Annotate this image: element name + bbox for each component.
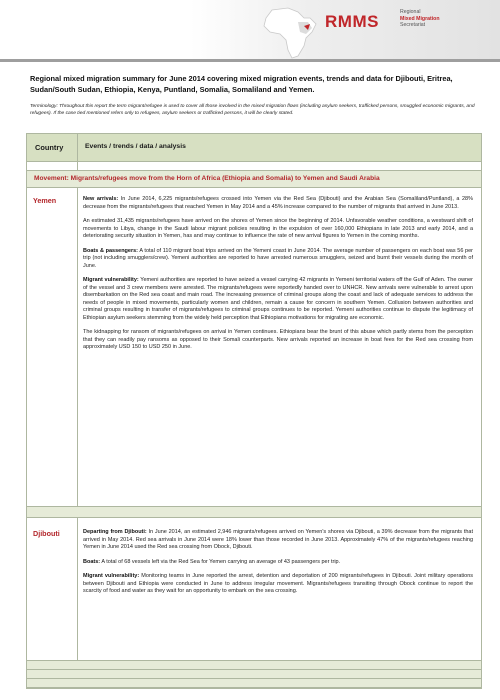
header-divider <box>0 59 500 62</box>
paragraph-text: Yemeni authorities are reported to have seized a vessel carrying 42 migrants in Yemeni territorial waters off the Gulf of Aden. The owner of the vessel and 3 crew members were arrested. The migrants/refugees were reportedly handed over to UNHCR. New arrivals were vulnerable to arrest upon disembarkation on the Red sea coast and main road. The increasing presence of criminal groups along the coast and lack of adequate services to address the needs of people in mixed movements, particularly women and children, remain a cause for concern in southern Yemen. Collusion between authorities and criminal groups resulting in transfer of migrants/refugees to criminal groups continues to be reported. Yemeni authorities continue to dispute the legitimacy of Ethiopian asylum seekers stemming from the widely held perception that Ethiopians motivations for migrating are economic. <box>83 277 473 321</box>
paragraph-text: An estimated 31,435 migrants/refugees have arrived on the shores of Yemen since the beginning of 2014. Unfavorable weather conditions, a westward shift of movements to Libya, change in the Saudi labour migrant policies resulting in the expulsion of over 160,000 Ethiopians in late 2013 and early 2014, and a deteriorating security situation in Yemen, has and may continue to influence the rate of new arrival figures to Yemen in the coming months. <box>83 218 473 239</box>
country-label-yemen: Yemen <box>33 196 57 205</box>
country-label-djibouti: Djibouti <box>33 529 60 538</box>
movement-band <box>27 171 481 188</box>
paragraph <box>83 196 473 211</box>
paragraph-lead: Boats: <box>83 558 101 565</box>
events-cell-yemen <box>83 196 473 359</box>
summary-table <box>26 133 482 689</box>
column-divider <box>77 134 78 161</box>
paragraph-lead: Boats & passengers: <box>83 247 139 254</box>
logo-sub-line3: Secretariat <box>400 22 426 28</box>
paragraph-lead: Migrant vulnerability: <box>83 277 139 283</box>
spacer-row <box>27 161 481 171</box>
logo-sub-line2: Mixed Migration <box>400 15 440 22</box>
paragraph-lead: Migrant vulnerability: <box>83 573 140 579</box>
paragraph-text: A total of 110 migrant boat trips arrived on the Yemeni coast in June 2014. The average number of passengers on each boat was 56 per trip (not including smugglers/crew). Yemeni authorities are reported to have arrested numerous smugglers, seized and burnt their vessels during the month of June. <box>83 247 474 269</box>
paragraph <box>83 329 473 352</box>
paragraph <box>83 218 473 241</box>
logo-text: RMMS <box>325 12 379 31</box>
events-cell-djibouti <box>83 529 473 603</box>
paragraph <box>83 559 473 567</box>
logo-subtitle <box>400 9 480 29</box>
terminology-note: Terminology: Throughout this report the term migrant/refugee is used to cover all those involved in the mixed migration flows (including asylum seekers, trafficked persons, smuggled economic migrants, and refugees). If the case tied mentioned refers only to refugees, asylum seekers or trafficked persons, it will be clearly stated. <box>30 104 475 116</box>
separator-row <box>27 506 481 518</box>
paragraph <box>83 277 473 322</box>
paragraph-lead: New arrivals: <box>83 196 119 202</box>
paragraph <box>83 573 473 596</box>
separator-row <box>27 660 481 670</box>
paragraph-text: In June 2014, an estimated 2,946 migrants/refugees arrived on Yemen's shores via Djibouti, a 39% decrease from the migrants that arrived in May 2014. Red sea arrivals in June 2014 were 18% lower than those recorded in June 2013. Approximately 47% of the migrants/refugees reaching Yemen in June 2014 used the Red sea crossing from Obock, Djibouti. <box>83 529 473 550</box>
logo-sub-line1: Regional <box>400 9 421 15</box>
table-header-row <box>27 134 481 162</box>
paragraph-lead: Departing from Djibouti: <box>83 529 147 535</box>
paragraph-text: Monitoring teams in June reported the arrest, detention and deportation of 200 migrants/refugees in Djibouti. Joint military operations between Djibouti and Ethiopia were conducted in June to address irregular movement. Migrants/refugees transiting through Obock continue to report the scarcity of food and water as they wait for an opportunity to embark on the sea crossing. <box>83 573 473 594</box>
column-divider <box>77 518 78 660</box>
africa-map-icon <box>258 6 322 60</box>
column-header-events: Events / trends / data / analysis <box>85 143 186 150</box>
movement-band-label: Movement: Migrants/refugees move from the Horn of Africa (Ethiopia and Somalia) to Yemen and Saudi Arabia <box>34 175 380 182</box>
separator-row <box>27 679 481 688</box>
paragraph <box>83 529 473 552</box>
paragraph-text: The kidnapping for ransom of migrants/refugees on arrival in Yemen continues. Ethiopians bear the brunt of this abuse which partly stems from the perception that they can readily pay ransoms as opposed to their Somali counterparts. New arrivals reported an increase in boat fees for the Red sea crossing from approximately USD 150 to USD 250 in June. <box>83 329 473 350</box>
separator-row <box>27 670 481 679</box>
paragraph-text: In June 2014, 6,225 migrants/refugees crossed into Yemen via the Red Sea (Djibouti) and the Arabian Sea (Somaliland/Puntland), a 28% decrease from the migrants/refugees that reached Yemen in May 2014 and a 45% increase compared to the number of migrants that arrived in June 2013. <box>83 196 473 210</box>
paragraph <box>83 248 473 271</box>
document-title: Regional mixed migration summary for June 2014 covering mixed migration events, trends and data for Djibouti, Eritrea, Sudan/South Sudan, Ethiopia, Kenya, Puntland, Somalia, Somaliland and Yemen. <box>30 74 453 94</box>
column-header-country: Country <box>35 143 64 152</box>
column-divider <box>77 161 78 171</box>
paragraph-text: A total of 68 vessels left via the Red Sea for Yemen carrying an average of 43 passengers per trip. <box>100 558 341 565</box>
column-divider <box>77 188 78 506</box>
